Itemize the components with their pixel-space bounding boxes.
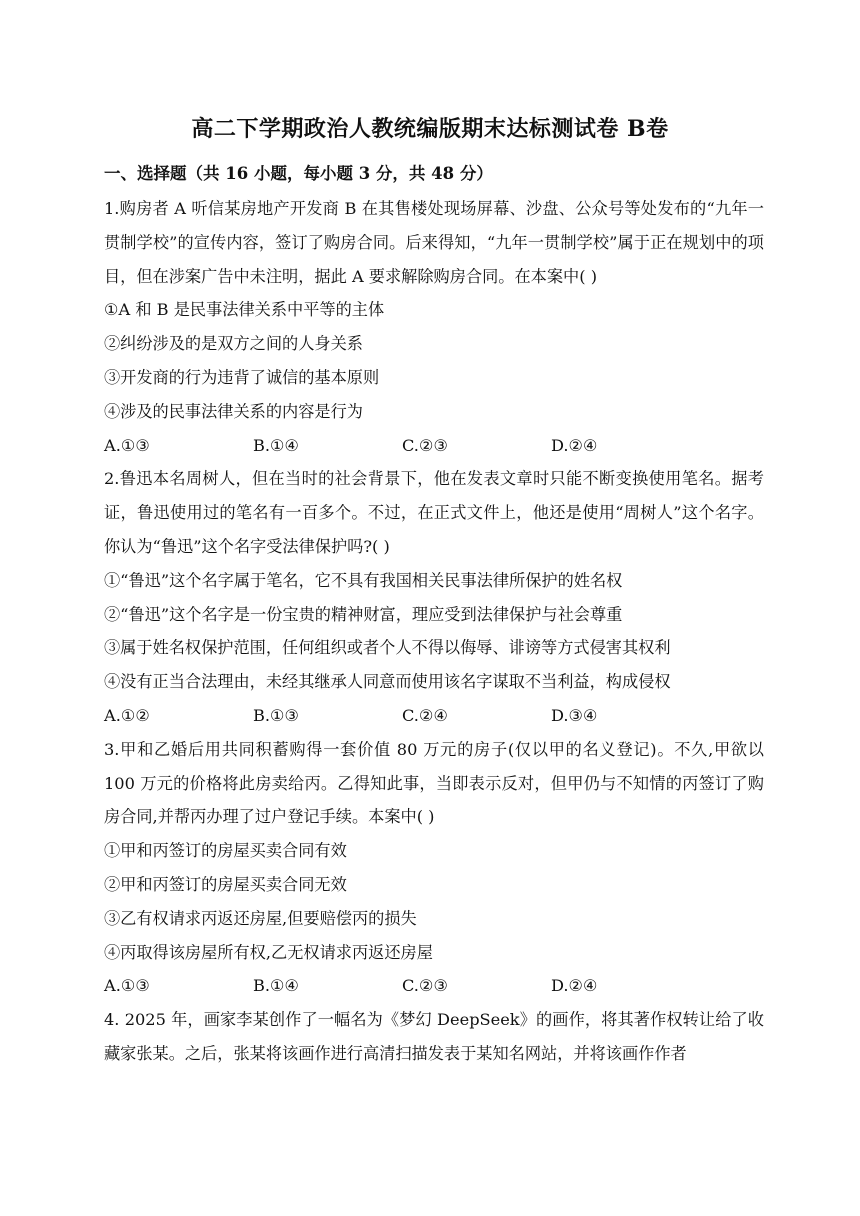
option-c: C.②④ (402, 705, 448, 725)
question-item: ③属于姓名权保护范围，任何组织或者个人不得以侮辱、诽谤等方式侵害其权利 (104, 638, 671, 658)
question-item: ④丙取得该房屋所有权,乙无权请求丙返还房屋 (104, 942, 433, 962)
option-a: A.①③ (104, 435, 150, 455)
question-stem: 4. 2025 年，画家李某创作了一幅名为《梦幻 DeepSeek》的画作，将其著作权转让给了收藏家张某。之后，张某将该画作进行高清扫描发表于某知名网站，并将该画作作者 (104, 1010, 764, 1063)
question-stem: 1.购房者 A 听信某房地产开发商 B 在其售楼处现场屏幕、沙盘、公众号等处发布的“九年一贯制学校”的宣传内容，签订了购房合同。后来得知，“九年一贯制学校”属于正在规划中的项目，但在涉案广告中未注明，据此 A 要求解除购房合同。在本案中( ) (104, 199, 764, 286)
question-item: ②纠纷涉及的是双方之间的人身关系 (104, 334, 363, 354)
question-item: ①甲和丙签订的房屋买卖合同有效 (104, 841, 347, 861)
option-b: B.①④ (253, 976, 300, 996)
option-d: D.②④ (551, 976, 598, 996)
question-item: ①A 和 B 是民事法律关系中平等的主体 (104, 300, 385, 320)
option-d: D.②④ (551, 435, 598, 455)
answer-options (104, 429, 764, 463)
question-item: ①“鲁迅”这个名字属于笔名，它不具有我国相关民事法律所保护的姓名权 (104, 570, 623, 590)
option-b: B.①④ (253, 435, 300, 455)
question-stem: 3.甲和乙婚后用共同积蓄购得一套价值 80 万元的房子(仅以甲的名义登记)。不久,甲欲以 100 万元的价格将此房卖给丙。乙得知此事，当即表示反对，但甲仍与不知情的丙签订了购房合同,并帮丙办理了过户登记手续。本案中( ) (104, 739, 764, 827)
option-a: A.①② (104, 705, 150, 725)
question-item: ②甲和丙签订的房屋买卖合同无效 (104, 874, 347, 894)
option-b: B.①③ (253, 705, 300, 725)
question-item: ④涉及的民事法律关系的内容是行为 (104, 401, 363, 421)
question-stem: 2.鲁迅本名周树人，但在当时的社会背景下，他在发表文章时只能不断变换使用笔名。据考证，鲁迅使用过的笔名有一百多个。不过，在正式文件上，他还是使用“周树人”这个名字。你认为“鲁迅”这个名字受法律保护吗?( ) (104, 469, 764, 556)
option-c: C.②③ (402, 976, 448, 996)
exam-title: 高二下学期政治人教统编版期末达标测试卷 B卷 (191, 116, 669, 142)
option-c: C.②③ (402, 435, 448, 455)
option-a: A.①③ (104, 976, 150, 996)
question-item: ③乙有权请求丙返还房屋,但要赔偿丙的损失 (104, 908, 417, 928)
answer-options (104, 699, 764, 733)
question-list (104, 192, 764, 1071)
answer-options (104, 969, 764, 1003)
question-item: ④没有正当合法理由，未经其继承人同意而使用该名字谋取不当利益，构成侵权 (104, 672, 671, 692)
question-item: ③开发商的行为违背了诚信的基本原则 (104, 367, 380, 387)
question-item: ②“鲁迅”这个名字是一份宝贵的精神财富，理应受到法律保护与社会尊重 (104, 604, 623, 624)
option-d: D.③④ (551, 705, 598, 725)
section-heading: 一、选择题（共 16 小题，每小题 3 分，共 48 分） (104, 164, 493, 183)
